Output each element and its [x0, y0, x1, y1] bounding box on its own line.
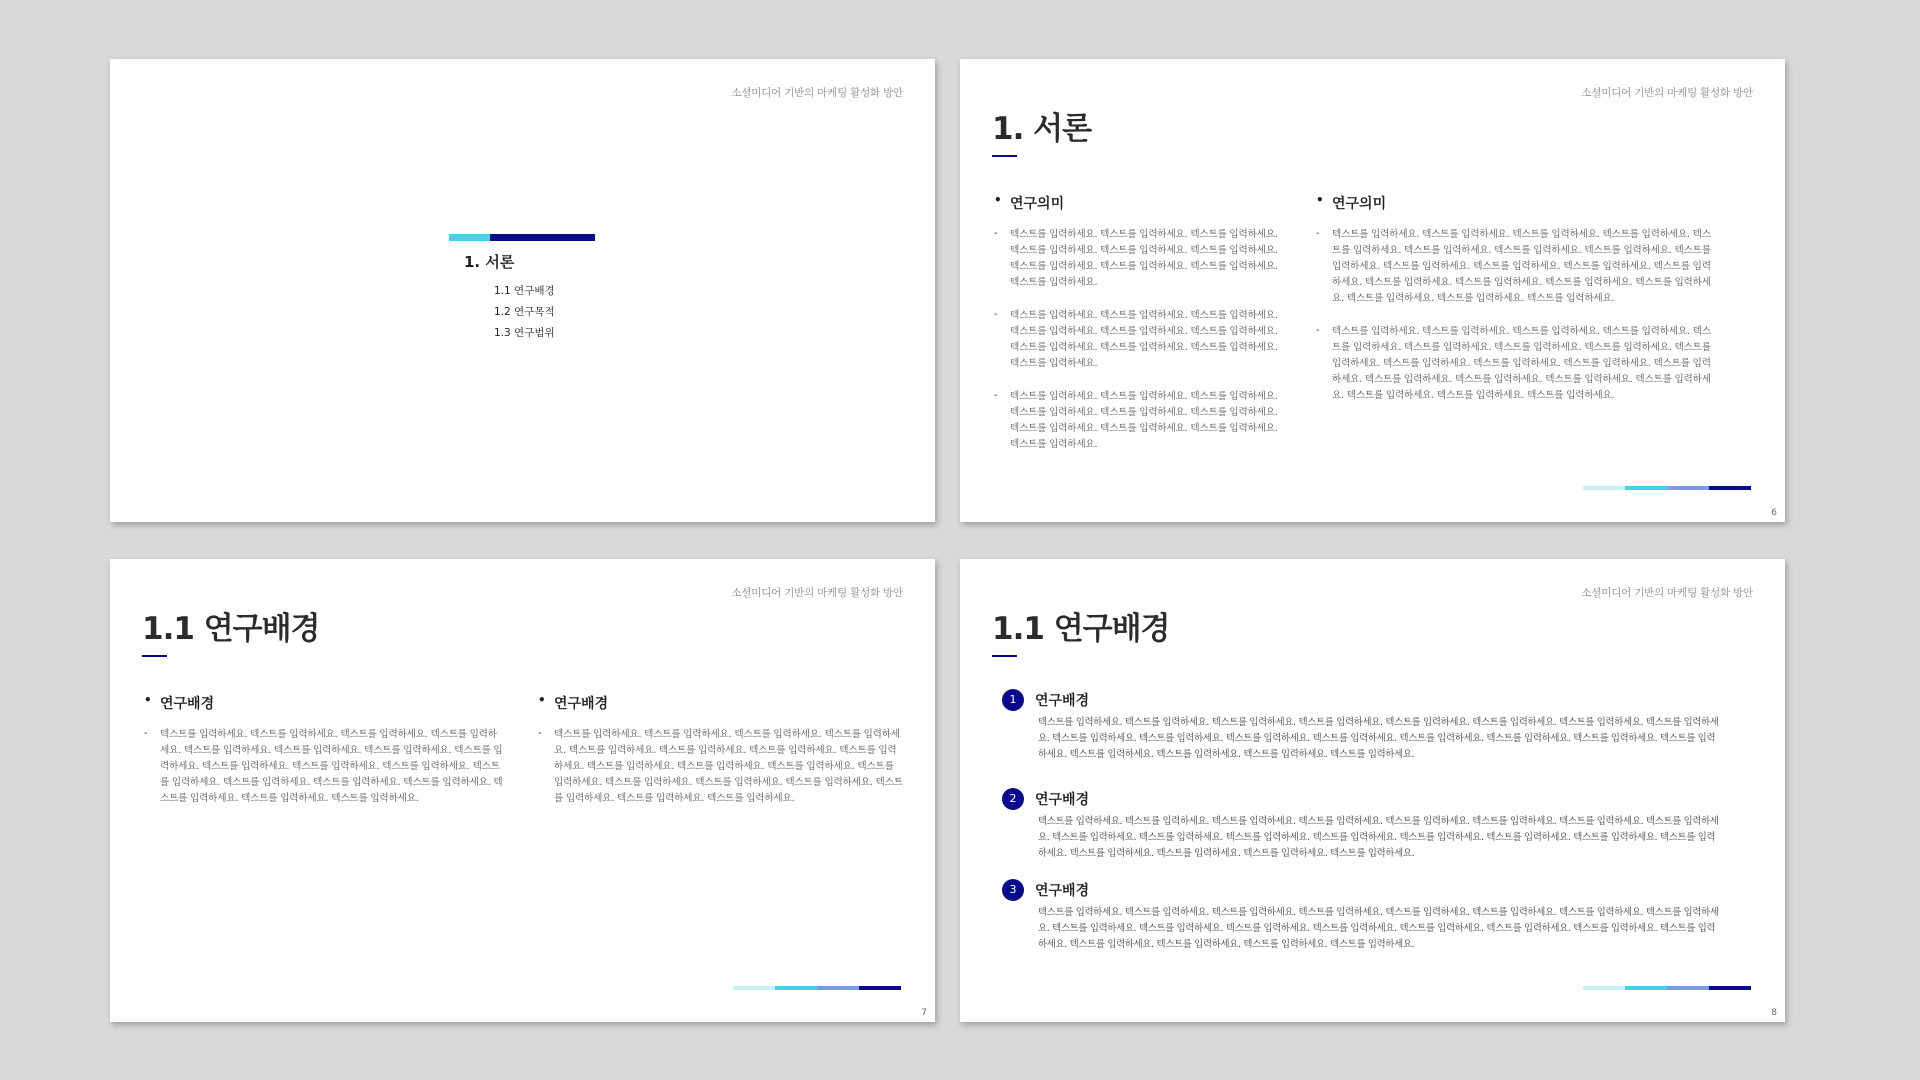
number-badge: 2: [1002, 788, 1024, 810]
bullet-item: - 텍스트를 입력하세요. 텍스트를 입력하세요. 텍스트를 입력하세요. 텍스트를 입력하세요. 텍스트를 입력하세요. 텍스트를 입력하세요. 텍스트를 입력하세요. 텍스트를 입력하세요. 텍스트를 입력하세요. 텍스트를 입력하세요. 텍스트를 입력하세요. 텍스트를 입력하세요. 텍스트를 입력하세요. 텍스트를 입력하세요. 텍스트를 입력하세요. 텍스트를 입력하세요. 텍스트를 입력하세요. 텍스트를 입력하세요.: [538, 727, 903, 807]
block-text: 텍스트를 입력하세요. 텍스트를 입력하세요. 텍스트를 입력하세요. 텍스트를 입력하세요. 텍스트를 입력하세요. 텍스트를 입력하세요. 텍스트를 입력하세요. 텍스트를 입력하세요. 텍스트를 입력하세요. 텍스트를 입력하세요. 텍스트를 입력하세요. 텍스트를 입력하세요. 텍스트를 입력하세요. 텍스트를 입력하세요. 텍스트를 입력하세요. 텍스트를 입력하세요. 텍스트를 입력하세요. 텍스트를 입력하세요. 텍스트를 입력하세요. 텍스트를 입력하세요.: [1038, 816, 1719, 859]
slide-title: 1.1 연구배경: [142, 611, 320, 647]
decorative-color-bar: [733, 986, 901, 990]
bullet-item: - 텍스트를 입력하세요. 텍스트를 입력하세요. 텍스트를 입력하세요. 텍스트를 입력하세요. 텍스트를 입력하세요. 텍스트를 입력하세요. 텍스트를 입력하세요. 텍스트를 입력하세요. 텍스트를 입력하세요. 텍스트를 입력하세요.: [994, 308, 1279, 372]
decorative-color-bar: [1583, 486, 1751, 490]
block-heading: 연구배경: [1035, 792, 1090, 808]
left-column: [994, 193, 1279, 470]
toc-item: 1.3 연구범위: [494, 327, 555, 339]
block-text: 텍스트를 입력하세요. 텍스트를 입력하세요. 텍스트를 입력하세요. 텍스트를 입력하세요. 텍스트를 입력하세요. 텍스트를 입력하세요. 텍스트를 입력하세요. 텍스트를 입력하세요. 텍스트를 입력하세요. 텍스트를 입력하세요. 텍스트를 입력하세요. 텍스트를 입력하세요. 텍스트를 입력하세요. 텍스트를 입력하세요. 텍스트를 입력하세요. 텍스트를 입력하세요. 텍스트를 입력하세요. 텍스트를 입력하세요. 텍스트를 입력하세요. 텍스트를 입력하세요.: [1038, 907, 1719, 950]
number-badge: 3: [1002, 879, 1024, 901]
page-number: 7: [921, 1008, 927, 1018]
page-number: 6: [1771, 508, 1777, 518]
slide-title: 1.1 연구배경: [992, 611, 1170, 647]
block-heading: 연구배경: [1035, 693, 1090, 709]
title-underline: [142, 655, 167, 657]
toc-list: [494, 283, 555, 346]
title-underline: [992, 655, 1017, 657]
right-column: [1316, 193, 1716, 421]
block-heading: 연구배경: [1035, 883, 1090, 899]
right-column: [538, 693, 903, 824]
title-underline: [992, 155, 1017, 157]
toc-item: 1.1 연구배경: [494, 285, 555, 297]
slide-toc[interactable]: [110, 59, 935, 522]
slide-title: 1. 서론: [992, 111, 1092, 147]
bullet-item: - 텍스트를 입력하세요. 텍스트를 입력하세요. 텍스트를 입력하세요. 텍스트를 입력하세요. 텍스트를 입력하세요. 텍스트를 입력하세요. 텍스트를 입력하세요. 텍스트를 입력하세요. 텍스트를 입력하세요. 텍스트를 입력하세요.: [994, 227, 1279, 291]
page-number: 8: [1771, 1008, 1777, 1018]
decorative-color-bar: [1583, 986, 1751, 990]
column-heading: • 연구의미: [994, 193, 1279, 213]
slide-intro[interactable]: [960, 59, 1785, 522]
number-badge: 1: [1002, 689, 1024, 711]
column-heading: • 연구의미: [1316, 193, 1716, 213]
column-heading: • 연구배경: [538, 693, 903, 713]
slide-background-two-column[interactable]: [110, 559, 935, 1022]
bullet-item: - 텍스트를 입력하세요. 텍스트를 입력하세요. 텍스트를 입력하세요. 텍스트를 입력하세요. 텍스트를 입력하세요. 텍스트를 입력하세요. 텍스트를 입력하세요. 텍스트를 입력하세요. 텍스트를 입력하세요. 텍스트를 입력하세요. 텍스트를 입력하세요. 텍스트를 입력하세요. 텍스트를 입력하세요. 텍스트를 입력하세요. 텍스트를 입력하세요. 텍스트를 입력하세요. 텍스트를 입력하세요. 텍스트를 입력하세요. 텍스트를 입력하세요. 텍스트를 입력하세요.: [1316, 227, 1716, 307]
bullet-item: - 텍스트를 입력하세요. 텍스트를 입력하세요. 텍스트를 입력하세요. 텍스트를 입력하세요. 텍스트를 입력하세요. 텍스트를 입력하세요. 텍스트를 입력하세요. 텍스트를 입력하세요. 텍스트를 입력하세요. 텍스트를 입력하세요.: [994, 389, 1279, 453]
bullet-item: - 텍스트를 입력하세요. 텍스트를 입력하세요. 텍스트를 입력하세요. 텍스트를 입력하세요. 텍스트를 입력하세요. 텍스트를 입력하세요. 텍스트를 입력하세요. 텍스트를 입력하세요. 텍스트를 입력하세요. 텍스트를 입력하세요. 텍스트를 입력하세요. 텍스트를 입력하세요. 텍스트를 입력하세요. 텍스트를 입력하세요. 텍스트를 입력하세요. 텍스트를 입력하세요. 텍스트를 입력하세요. 텍스트를 입력하세요. 텍스트를 입력하세요. 텍스트를 입력하세요.: [1316, 324, 1716, 404]
left-column: [144, 693, 504, 824]
column-heading: • 연구배경: [144, 693, 504, 713]
toc-accent-bar: [449, 234, 595, 241]
bullet-item: - 텍스트를 입력하세요. 텍스트를 입력하세요. 텍스트를 입력하세요. 텍스트를 입력하세요. 텍스트를 입력하세요. 텍스트를 입력하세요. 텍스트를 입력하세요. 텍스트를 입력하세요. 텍스트를 입력하세요. 텍스트를 입력하세요. 텍스트를 입력하세요. 텍스트를 입력하세요. 텍스트를 입력하세요. 텍스트를 입력하세요. 텍스트를 입력하세요. 텍스트를 입력하세요. 텍스트를 입력하세요. 텍스트를 입력하세요.: [144, 727, 504, 807]
header-title: 소셜미디어 기반의 마케팅 활성화 방안: [1581, 587, 1753, 599]
slide-background-numbered[interactable]: [960, 559, 1785, 1022]
header-title: 소셜미디어 기반의 마케팅 활성화 방안: [731, 87, 903, 99]
header-title: 소셜미디어 기반의 마케팅 활성화 방안: [1581, 87, 1753, 99]
toc-item: 1.2 연구목적: [494, 306, 555, 318]
toc-section-title: 1. 서론: [464, 253, 515, 271]
header-title: 소셜미디어 기반의 마케팅 활성화 방안: [731, 587, 903, 599]
block-text: 텍스트를 입력하세요. 텍스트를 입력하세요. 텍스트를 입력하세요. 텍스트를 입력하세요. 텍스트를 입력하세요. 텍스트를 입력하세요. 텍스트를 입력하세요. 텍스트를 입력하세요. 텍스트를 입력하세요. 텍스트를 입력하세요. 텍스트를 입력하세요. 텍스트를 입력하세요. 텍스트를 입력하세요. 텍스트를 입력하세요. 텍스트를 입력하세요. 텍스트를 입력하세요. 텍스트를 입력하세요. 텍스트를 입력하세요. 텍스트를 입력하세요. 텍스트를 입력하세요.: [1038, 717, 1719, 760]
